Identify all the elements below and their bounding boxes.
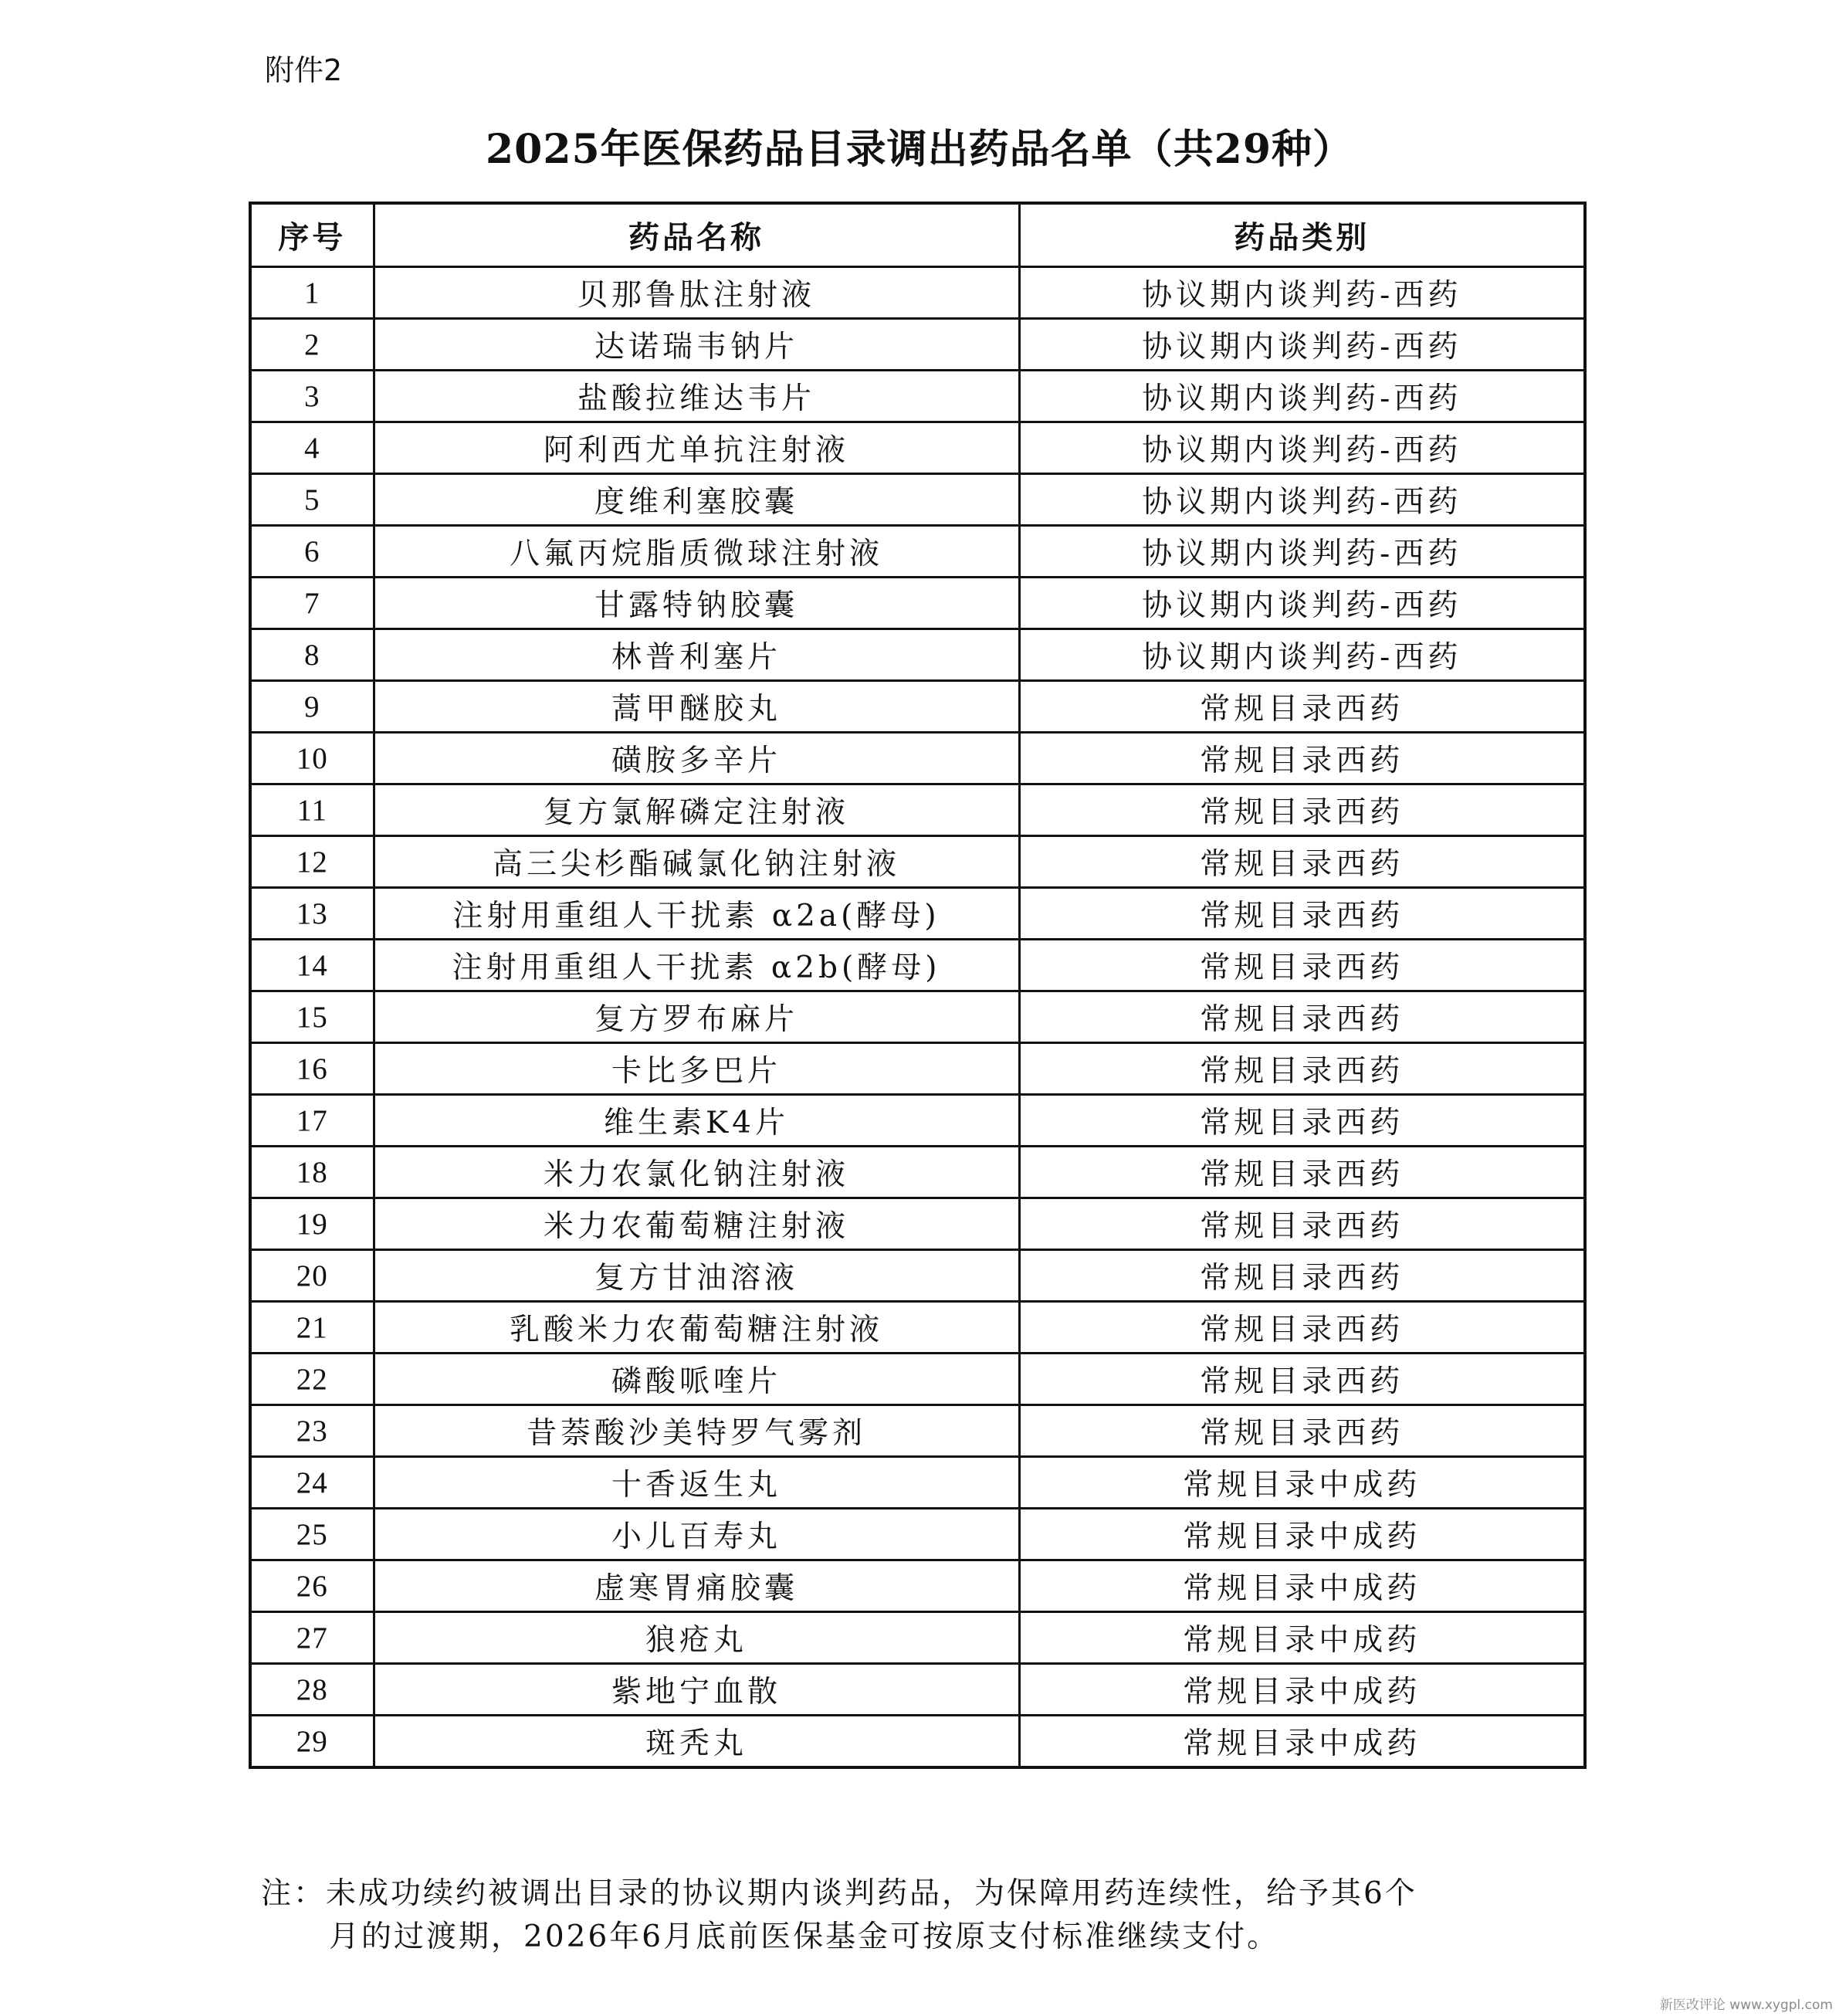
table-row	[250, 1147, 1585, 1198]
table-row	[250, 1354, 1585, 1405]
row-drug-category: 常规目录中成药	[1019, 1560, 1585, 1612]
row-drug-category: 常规目录中成药	[1019, 1612, 1585, 1664]
row-drug-category: 常规目录西药	[1019, 888, 1585, 940]
table-row	[250, 1250, 1585, 1302]
row-drug-name: 维生素K4片	[374, 1095, 1019, 1147]
row-index: 9	[250, 681, 374, 733]
footnote	[261, 1872, 1573, 1959]
table-row	[250, 1612, 1585, 1664]
row-drug-name: 磷酸哌喹片	[374, 1354, 1019, 1405]
row-drug-name: 度维利塞胶囊	[374, 474, 1019, 526]
row-index: 19	[250, 1198, 374, 1250]
row-drug-category: 常规目录西药	[1019, 733, 1585, 784]
row-drug-name: 注射用重组人干扰素 α2a(酵母)	[374, 888, 1019, 940]
row-drug-name: 虚寒胃痛胶囊	[374, 1560, 1019, 1612]
table-row	[250, 474, 1585, 526]
row-drug-name: 米力农氯化钠注射液	[374, 1147, 1019, 1198]
row-drug-name: 磺胺多辛片	[374, 733, 1019, 784]
row-index: 23	[250, 1405, 374, 1457]
table-row	[250, 836, 1585, 888]
row-drug-name: 盐酸拉维达韦片	[374, 371, 1019, 422]
row-drug-category: 常规目录西药	[1019, 940, 1585, 991]
row-index: 16	[250, 1043, 374, 1095]
row-drug-name: 八氟丙烷脂质微球注射液	[374, 526, 1019, 578]
row-drug-category: 常规目录中成药	[1019, 1509, 1585, 1560]
table-row	[250, 1509, 1585, 1560]
row-drug-name: 林普利塞片	[374, 629, 1019, 681]
row-drug-category: 常规目录西药	[1019, 1405, 1585, 1457]
header-drug-name: 药品名称	[374, 203, 1019, 267]
table-row	[250, 733, 1585, 784]
row-drug-name: 甘露特钠胶囊	[374, 578, 1019, 629]
row-drug-name: 蒿甲醚胶丸	[374, 681, 1019, 733]
row-index: 18	[250, 1147, 374, 1198]
row-drug-category: 常规目录西药	[1019, 681, 1585, 733]
document-title: 2025年医保药品目录调出药品名单（共29种）	[485, 126, 1354, 173]
row-drug-name: 复方罗布麻片	[374, 991, 1019, 1043]
row-drug-name: 复方氯解磷定注射液	[374, 784, 1019, 836]
row-drug-category: 常规目录中成药	[1019, 1457, 1585, 1509]
table-row	[250, 371, 1585, 422]
table-row	[250, 1043, 1585, 1095]
row-index: 14	[250, 940, 374, 991]
row-drug-category: 常规目录中成药	[1019, 1716, 1585, 1768]
table-body	[250, 267, 1585, 1768]
row-drug-category: 协议期内谈判药-西药	[1019, 319, 1585, 371]
row-drug-category: 常规目录西药	[1019, 1354, 1585, 1405]
row-drug-category: 协议期内谈判药-西药	[1019, 474, 1585, 526]
table-row	[250, 1095, 1585, 1147]
row-drug-name: 贝那鲁肽注射液	[374, 267, 1019, 319]
row-index: 3	[250, 371, 374, 422]
row-drug-name: 小儿百寿丸	[374, 1509, 1019, 1560]
table-row	[250, 1405, 1585, 1457]
row-drug-name: 米力农葡萄糖注射液	[374, 1198, 1019, 1250]
row-index: 26	[250, 1560, 374, 1612]
table-header-row	[250, 203, 1585, 267]
row-index: 13	[250, 888, 374, 940]
row-drug-name: 斑秃丸	[374, 1716, 1019, 1768]
row-drug-name: 十香返生丸	[374, 1457, 1019, 1509]
row-index: 5	[250, 474, 374, 526]
table-row	[250, 784, 1585, 836]
row-drug-category: 常规目录西药	[1019, 1043, 1585, 1095]
row-index: 11	[250, 784, 374, 836]
row-drug-name: 紫地宁血散	[374, 1664, 1019, 1716]
row-drug-name: 达诺瑞韦钠片	[374, 319, 1019, 371]
row-drug-name: 卡比多巴片	[374, 1043, 1019, 1095]
watermark: 新医改评论 www.xygpl.com	[1659, 1997, 1833, 2013]
row-drug-category: 常规目录中成药	[1019, 1664, 1585, 1716]
table-row	[250, 319, 1585, 371]
row-drug-category: 协议期内谈判药-西药	[1019, 422, 1585, 474]
row-index: 7	[250, 578, 374, 629]
row-index: 27	[250, 1612, 374, 1664]
row-drug-name: 昔萘酸沙美特罗气雾剂	[374, 1405, 1019, 1457]
footnote-line-2: 月的过渡期，2026年6月底前医保基金可按原支付标准继续支付。	[329, 1919, 1280, 1954]
table-row	[250, 1716, 1585, 1768]
table-row	[250, 1664, 1585, 1716]
row-drug-category: 协议期内谈判药-西药	[1019, 267, 1585, 319]
table-row	[250, 1302, 1585, 1354]
row-drug-name: 注射用重组人干扰素 α2b(酵母)	[374, 940, 1019, 991]
row-drug-category: 常规目录西药	[1019, 836, 1585, 888]
table-row	[250, 991, 1585, 1043]
row-index: 15	[250, 991, 374, 1043]
row-index: 20	[250, 1250, 374, 1302]
row-index: 6	[250, 526, 374, 578]
row-index: 8	[250, 629, 374, 681]
row-index: 4	[250, 422, 374, 474]
footnote-line-1: 注：未成功续约被调出目录的协议期内谈判药品，为保障用药连续性，给予其6个	[261, 1876, 1417, 1911]
row-index: 10	[250, 733, 374, 784]
row-drug-category: 常规目录西药	[1019, 1250, 1585, 1302]
row-index: 17	[250, 1095, 374, 1147]
table-row	[250, 1560, 1585, 1612]
row-index: 25	[250, 1509, 374, 1560]
row-index: 22	[250, 1354, 374, 1405]
row-drug-category: 常规目录西药	[1019, 1302, 1585, 1354]
row-drug-name: 阿利西尤单抗注射液	[374, 422, 1019, 474]
row-drug-category: 协议期内谈判药-西药	[1019, 629, 1585, 681]
table-row	[250, 681, 1585, 733]
row-drug-category: 常规目录西药	[1019, 1147, 1585, 1198]
table-row	[250, 267, 1585, 319]
table-row	[250, 940, 1585, 991]
row-drug-name: 乳酸米力农葡萄糖注射液	[374, 1302, 1019, 1354]
header-index: 序号	[250, 203, 374, 267]
row-drug-name: 高三尖杉酯碱氯化钠注射液	[374, 836, 1019, 888]
row-drug-category: 常规目录西药	[1019, 1095, 1585, 1147]
table-row	[250, 422, 1585, 474]
table-row	[250, 578, 1585, 629]
row-index: 28	[250, 1664, 374, 1716]
table-row	[250, 526, 1585, 578]
row-drug-category: 常规目录西药	[1019, 1198, 1585, 1250]
row-index: 21	[250, 1302, 374, 1354]
drug-list-table	[249, 202, 1587, 1769]
row-drug-category: 协议期内谈判药-西药	[1019, 371, 1585, 422]
header-drug-category: 药品类别	[1019, 203, 1585, 267]
row-drug-name: 狼疮丸	[374, 1612, 1019, 1664]
table-row	[250, 1198, 1585, 1250]
row-index: 1	[250, 267, 374, 319]
table-row	[250, 1457, 1585, 1509]
row-drug-category: 常规目录西药	[1019, 991, 1585, 1043]
row-drug-name: 复方甘油溶液	[374, 1250, 1019, 1302]
row-drug-category: 协议期内谈判药-西药	[1019, 578, 1585, 629]
row-drug-category: 常规目录西药	[1019, 784, 1585, 836]
attachment-label: 附件2	[265, 53, 343, 87]
row-index: 24	[250, 1457, 374, 1509]
row-index: 12	[250, 836, 374, 888]
row-drug-category: 协议期内谈判药-西药	[1019, 526, 1585, 578]
table-row	[250, 888, 1585, 940]
row-index: 2	[250, 319, 374, 371]
table-row	[250, 629, 1585, 681]
row-index: 29	[250, 1716, 374, 1768]
